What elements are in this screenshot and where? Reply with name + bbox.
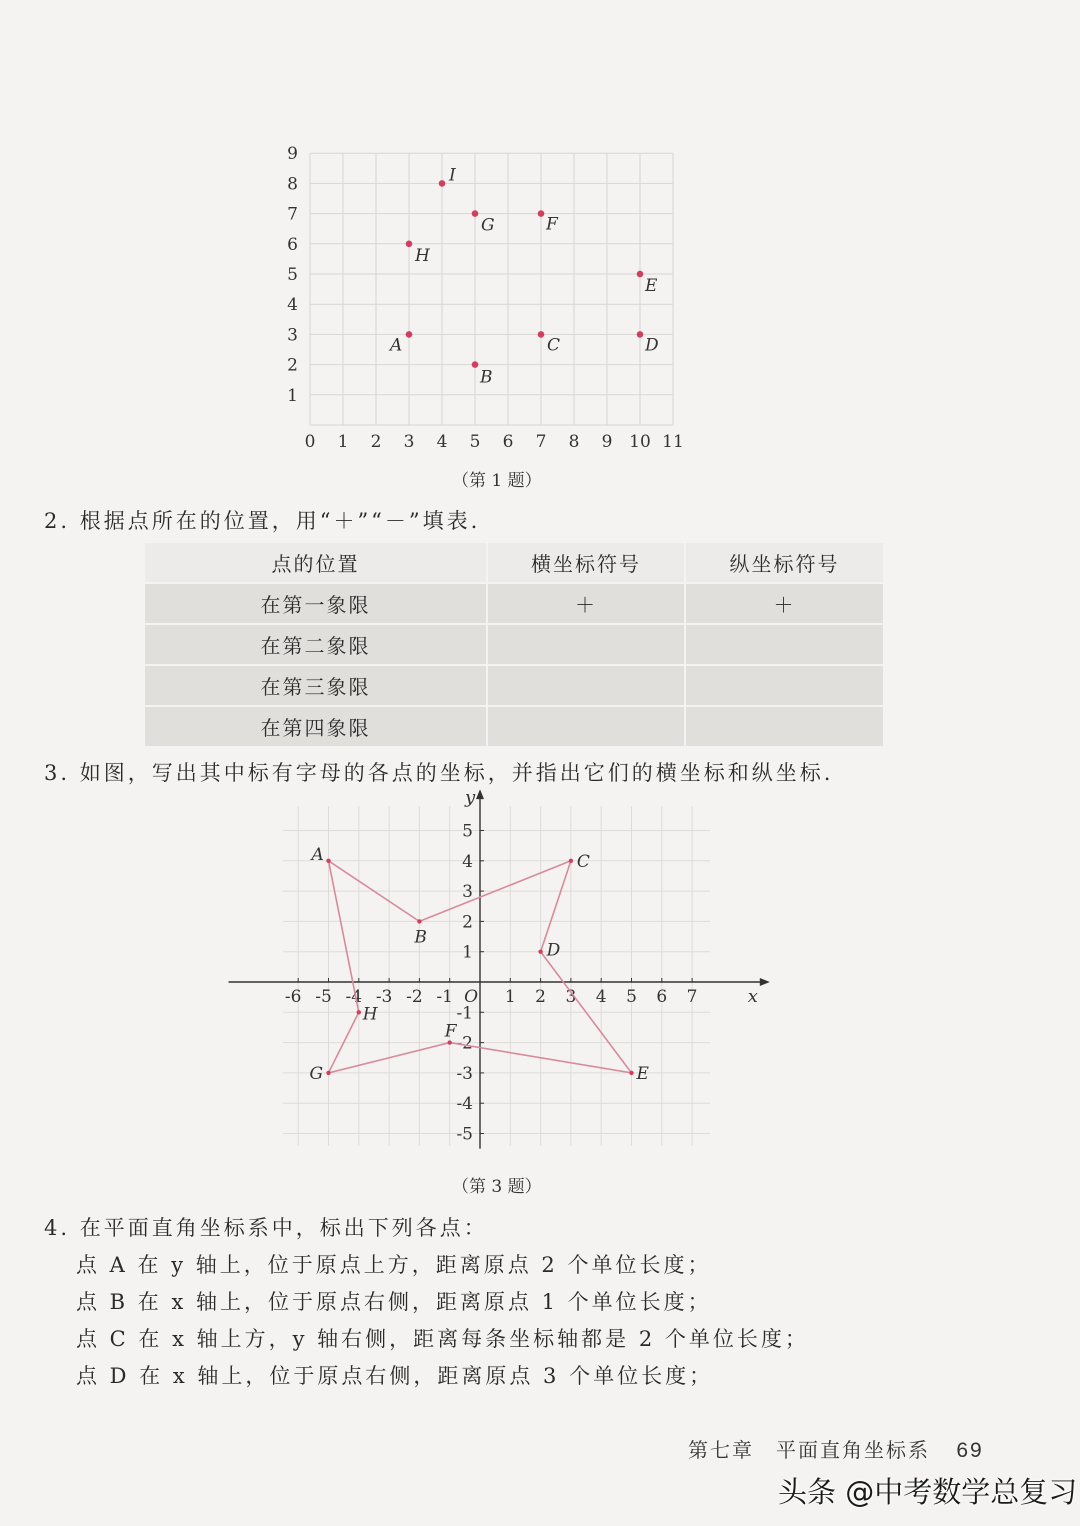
point-A	[406, 331, 413, 338]
y-axis-arrow	[476, 790, 484, 799]
row-y-sign	[685, 706, 883, 746]
x-tick-label: 1	[504, 987, 516, 1007]
vertex-D	[538, 950, 542, 954]
question-4-line: 点 D 在 x 轴上，位于原点右侧，距离原点 3 个单位长度；	[76, 1364, 714, 1388]
question-4-line: 点 B 在 x 轴上，位于原点右侧，距离原点 1 个单位长度；	[76, 1290, 712, 1314]
point-label-G: G	[481, 215, 495, 236]
y-axis-label: y	[465, 790, 476, 809]
point-G	[472, 210, 479, 217]
x-tick-label: 0	[304, 432, 316, 452]
y-tick-label: -4	[456, 1094, 473, 1115]
x-tick-label: 3	[565, 987, 577, 1007]
header-position: 点的位置	[145, 543, 487, 583]
x-tick-label: 6	[502, 432, 514, 452]
vertex-G	[326, 1071, 330, 1075]
vertex-label-E: E	[636, 1063, 649, 1084]
page-number: 69	[956, 1439, 984, 1462]
sign-table-header	[145, 543, 883, 583]
point-E	[637, 271, 644, 278]
table-row	[145, 706, 883, 746]
y-tick-label: -5	[456, 1124, 473, 1145]
x-tick-label: -1	[436, 987, 453, 1007]
question-4-line: 点 C 在 x 轴上方，y 轴右侧，距离每条坐标轴都是 2 个单位长度；	[76, 1327, 809, 1351]
chapter-title: 第七章 平面直角坐标系	[688, 1438, 930, 1462]
vertex-label-D: D	[546, 940, 561, 961]
figure-1-caption: （第 1 题）	[452, 471, 542, 491]
point-I	[439, 180, 446, 187]
y-tick-label: 2	[287, 355, 298, 376]
table-row	[145, 583, 883, 624]
point-label-I: I	[449, 165, 456, 186]
y-tick-label: 2	[462, 912, 473, 933]
vertex-label-B: B	[414, 927, 427, 948]
y-tick-label: -1	[456, 1003, 473, 1024]
vertex-label-C: C	[576, 851, 590, 872]
point-F	[538, 210, 545, 217]
y-tick-label: 1	[462, 942, 473, 963]
figure-3-caption: （第 3 题）	[452, 1177, 542, 1197]
x-axis-label: x	[747, 986, 758, 1007]
vertex-label-A: A	[311, 844, 324, 865]
watermark-text: 头条 @中考数学总复习	[778, 1475, 1078, 1509]
x-tick-label: 9	[601, 432, 613, 452]
figure-3-coordinate-plane	[215, 790, 785, 1160]
vertex-H	[357, 1010, 361, 1014]
y-tick-label: 4	[287, 295, 298, 316]
table-row	[145, 624, 883, 665]
y-tick-label: 8	[287, 174, 298, 195]
row-x-sign: ＋	[487, 583, 685, 624]
question-2-text: 2. 根据点所在的位置，用“＋”“－”填表.	[44, 509, 481, 533]
figure-1-scatter	[280, 135, 720, 455]
point-label-D: D	[645, 335, 659, 356]
y-tick-label: 1	[287, 385, 298, 406]
vertex-label-H: H	[362, 1004, 378, 1025]
x-tick-label: 7	[535, 432, 547, 452]
y-tick-label: 5	[462, 821, 473, 842]
x-tick-label: 4	[595, 987, 607, 1007]
x-tick-label: -3	[375, 987, 393, 1007]
chapter-footer	[688, 1434, 984, 1463]
x-tick-label: -6	[284, 987, 302, 1007]
row-position: 在第二象限	[145, 624, 487, 665]
x-tick-label: 5	[626, 987, 637, 1007]
x-tick-label: 5	[469, 432, 481, 452]
row-x-sign	[487, 706, 685, 746]
header-x-sign: 横坐标符号	[487, 543, 685, 583]
y-tick-label: 6	[287, 234, 298, 255]
vertex-B	[417, 919, 421, 923]
row-x-sign	[487, 624, 685, 665]
point-D	[637, 331, 644, 338]
vertex-C	[569, 859, 573, 863]
row-position: 在第四象限	[145, 706, 487, 746]
x-tick-label: 10	[629, 432, 651, 452]
x-tick-label: 11	[662, 432, 684, 452]
x-tick-label: -5	[315, 987, 332, 1007]
point-B	[472, 361, 479, 368]
row-position: 在第一象限	[145, 583, 487, 624]
x-tick-label: 2	[370, 432, 382, 452]
vertex-A	[326, 859, 330, 863]
question-4-line: 点 A 在 y 轴上，位于原点上方，距离原点 2 个单位长度；	[76, 1253, 712, 1277]
point-label-C: C	[547, 335, 561, 356]
origin-label: O	[464, 987, 478, 1007]
sign-table	[145, 543, 883, 746]
vertex-label-F: F	[444, 1021, 457, 1042]
x-tick-label: 8	[568, 432, 580, 452]
point-label-E: E	[645, 276, 658, 296]
x-tick-label: 6	[656, 987, 668, 1007]
vertex-E	[629, 1071, 633, 1075]
x-tick-label: -4	[345, 987, 363, 1007]
question-3-text: 3. 如图，写出其中标有字母的各点的坐标，并指出它们的横坐标和纵坐标.	[44, 761, 834, 785]
row-y-sign: ＋	[685, 583, 883, 624]
y-tick-label: 9	[287, 144, 298, 165]
row-position: 在第三象限	[145, 665, 487, 706]
row-y-sign	[685, 624, 883, 665]
y-tick-label: 3	[462, 882, 473, 903]
point-label-F: F	[546, 214, 558, 235]
row-y-sign	[685, 665, 883, 706]
question-4-text: 4. 在平面直角坐标系中，标出下列各点：	[44, 1216, 488, 1240]
y-tick-label: 7	[287, 204, 298, 225]
row-x-sign	[487, 665, 685, 706]
table-row	[145, 665, 883, 706]
y-tick-label: -2	[456, 1033, 473, 1054]
point-label-H: H	[415, 245, 430, 266]
header-y-sign: 纵坐标符号	[685, 543, 883, 583]
point-label-A: A	[390, 335, 403, 356]
point-label-B: B	[480, 367, 493, 388]
x-tick-label: -2	[406, 987, 423, 1007]
x-axis-arrow	[760, 978, 770, 986]
x-tick-label: 4	[436, 432, 448, 452]
x-tick-label: 7	[686, 987, 698, 1007]
y-tick-label: -3	[456, 1063, 473, 1084]
x-tick-label: 2	[535, 987, 547, 1007]
x-tick-label: 3	[403, 432, 415, 452]
y-tick-label: 3	[287, 325, 298, 346]
x-tick-label: 1	[337, 432, 349, 452]
vertex-label-G: G	[309, 1063, 324, 1084]
y-tick-label: 4	[462, 851, 473, 872]
point-H	[406, 241, 413, 248]
point-C	[538, 331, 545, 338]
y-tick-label: 5	[287, 265, 298, 285]
